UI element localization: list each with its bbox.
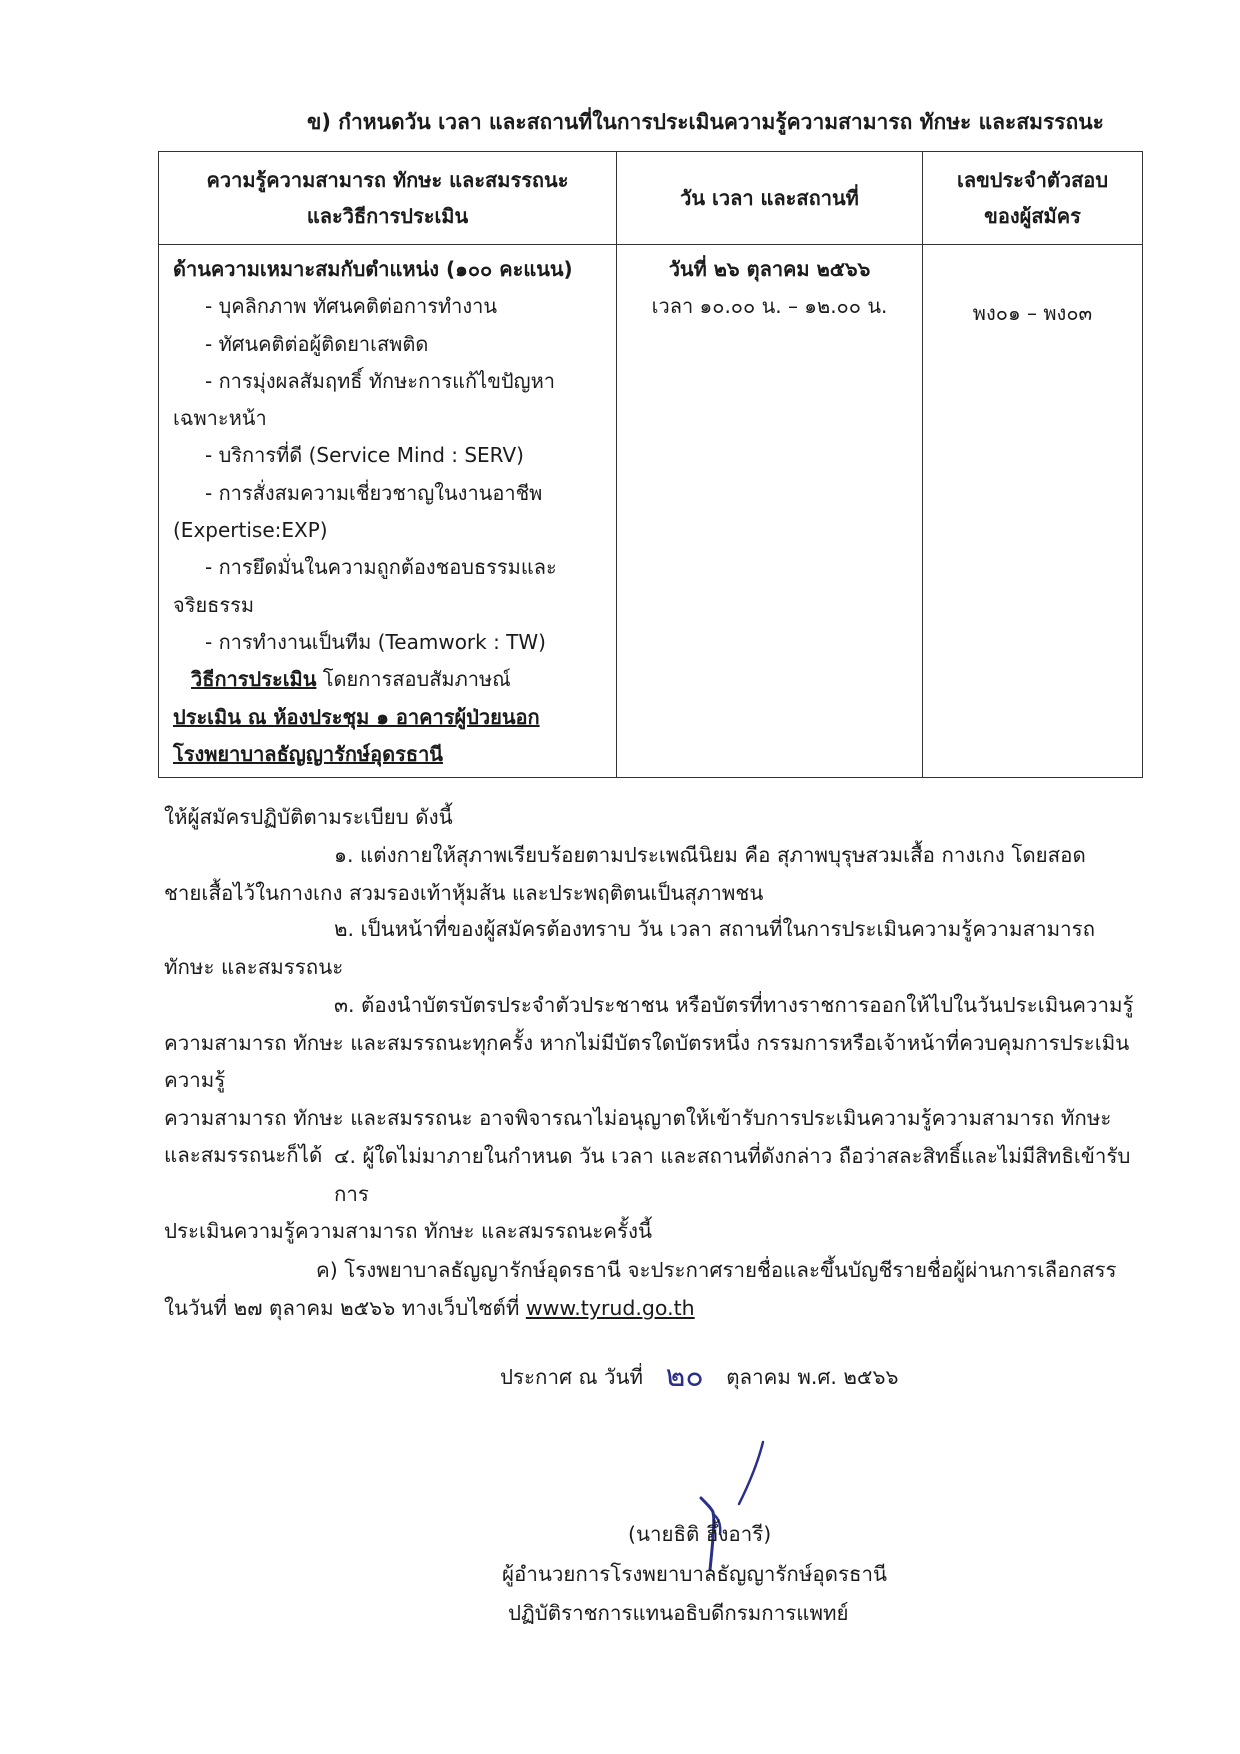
- datetime-cell: [617, 245, 923, 778]
- website-link[interactable]: www.tyrud.go.th: [525, 1295, 695, 1320]
- assessment-method: [173, 661, 610, 698]
- signatory-name: (นายธิติ ฮึ้งอารี): [628, 1522, 772, 1546]
- assessment-method-text: โดยการสอบสัมภาษณ์: [316, 667, 511, 692]
- section-b-heading: ข) กำหนดวัน เวลา และสถานที่ในการประเมินความรู้ความสามารถ ทักษะ และสมรรถนะ: [307, 110, 1104, 134]
- header-datetime-place: วัน เวลา และสถานที่: [617, 152, 923, 245]
- section-c-line2-text: ในวันที่ ๒๗ ตุลาคม ๒๕๖๖ ทางเว็บไซต์ที่: [164, 1295, 526, 1320]
- header-competency: [159, 152, 617, 245]
- assessment-time: เวลา ๑๐.๐๐ น. – ๑๒.๐๐ น.: [651, 294, 888, 318]
- competency-item-continuation: เฉพาะหน้า: [173, 406, 267, 431]
- rule-2: [164, 911, 1140, 986]
- section-c-line1: ค) โรงพยาบาลธัญญารักษ์อุดรธานี จะประกาศรายชื่อและขึ้นบัญชีรายชื่อผู้ผ่านการเลือกสรร: [316, 1258, 1117, 1282]
- competency-item: - การทำงานเป็นทีม (Teamwork : TW): [205, 629, 546, 654]
- rule-4: [164, 1138, 1140, 1251]
- header-competency-line2: และวิธีการประเมิน: [306, 204, 469, 228]
- table-header-row: [159, 152, 1143, 245]
- competency-item-continuation: (Expertise:EXP): [173, 518, 328, 543]
- header-candidate-id-line2: ของผู้สมัคร: [984, 204, 1081, 228]
- rule-1: [164, 837, 1140, 912]
- signatory-position: ผู้อำนวยการโรงพยาบาลธัญญารักษ์อุดรธานี: [502, 1562, 888, 1586]
- rule-3-line4: และสมรรถนะก็ได้: [164, 1143, 323, 1167]
- assessment-date: วันที่ ๒๖ ตุลาคม ๒๕๖๖: [668, 257, 871, 281]
- rule-1-line1: ๑. แต่งกายให้สุภาพเรียบร้อยตามประเพณีนิยม คือ สุภาพบุรุษสวมเสื้อ กางเกง โดยสอด: [334, 843, 1086, 867]
- rule-4-line2: ประเมินความรู้ความสามารถ ทักษะ และสมรรถนะครั้งนี้: [164, 1219, 653, 1243]
- assessment-location-line2: โรงพยาบาลธัญญารักษ์อุดรธานี: [173, 741, 443, 766]
- rule-4-line1: ๔. ผู้ใดไม่มาภายในกำหนด วัน เวลา และสถานที่ดังกล่าว ถือว่าสละสิทธิ์และไม่มีสิทธิเข้ารับการ: [334, 1144, 1131, 1206]
- competency-item: - บริการที่ดี (Service Mind : SERV): [205, 443, 524, 468]
- header-candidate-id: [923, 152, 1143, 245]
- handwritten-day: ๒๐: [665, 1359, 704, 1394]
- assessment-schedule-table: [158, 151, 1143, 778]
- announcement-date: [500, 1351, 898, 1398]
- rule-3-line2: ความสามารถ ทักษะ และสมรรถนะทุกครั้ง หากไม่มีบัตรใดบัตรหนึ่ง กรรมการหรือเจ้าหน้าที่ควบคุมการประเมินความรู้: [164, 1030, 1130, 1092]
- rules-intro: ให้ผู้สมัครปฏิบัติตามระเบียบ ดังนี้: [164, 805, 453, 829]
- competency-topic: ด้านความเหมาะสมกับตำแหน่ง (๑๐๐ คะแนน): [173, 257, 573, 281]
- competency-cell: [159, 245, 617, 778]
- announcement-suffix: ตุลาคม พ.ศ. ๒๕๖๖: [726, 1365, 899, 1389]
- section-c-line2: [164, 1290, 1140, 1328]
- assessment-method-label: วิธีการประเมิน: [191, 667, 317, 692]
- competency-item: - ทัศนคติต่อผู้ติดยาเสพติด: [205, 331, 429, 356]
- table-row: [159, 245, 1143, 778]
- candidate-id-range: พง๐๑ – พง๐๓: [972, 301, 1093, 325]
- header-candidate-id-line1: เลขประจำตัวสอบ: [956, 168, 1109, 192]
- header-competency-line1: ความรู้ความสามารถ ทักษะ และสมรรถนะ: [206, 168, 569, 192]
- candidate-id-cell: [923, 245, 1143, 778]
- rule-3-line1: ๓. ต้องนำบัตรบัตรประจำตัวประชาชน หรือบัตรที่ทางราชการออกให้ไปในวันประเมินความรู้: [334, 993, 1134, 1017]
- rule-1-line2: ชายเสื้อไว้ในกางเกง สวมรองเท้าหุ้มส้น และประพฤติตนเป็นสุภาพชน: [164, 880, 764, 905]
- competency-item: - การยึดมั่นในความถูกต้องชอบธรรมและ: [205, 555, 557, 580]
- section-c: [164, 1252, 1140, 1327]
- competency-item: - การสั่งสมความเชี่ยวชาญในงานอาชีพ: [205, 480, 543, 505]
- rule-3-line3: ความสามารถ ทักษะ และสมรรถนะ อาจพิจารณาไม่อนุญาตให้เข้ารับการประเมินความรู้ความสามารถ ทักษะ: [164, 1105, 1112, 1130]
- competency-item: - การมุ่งผลสัมฤทธิ์ ทักษะการแก้ไขปัญหา: [205, 368, 556, 393]
- signatory-acting-for: ปฏิบัติราชการแทนอธิบดีกรมการแพทย์: [508, 1601, 849, 1625]
- rule-2-line2: ทักษะ และสมรรถนะ: [164, 954, 344, 979]
- announcement-prefix: ประกาศ ณ วันที่: [500, 1365, 644, 1389]
- rule-2-line1: ๒. เป็นหน้าที่ของผู้สมัครต้องทราบ วัน เวลา สถานที่ในการประเมินความรู้ความสามารถ: [334, 917, 1096, 941]
- competency-item-continuation: จริยธรรม: [173, 592, 255, 617]
- competency-item: - บุคลิกภาพ ทัศนคติต่อการทำงาน: [205, 294, 498, 319]
- assessment-location-line1: ประเมิน ณ ห้องประชุม ๑ อาคารผู้ป่วยนอก: [173, 704, 540, 729]
